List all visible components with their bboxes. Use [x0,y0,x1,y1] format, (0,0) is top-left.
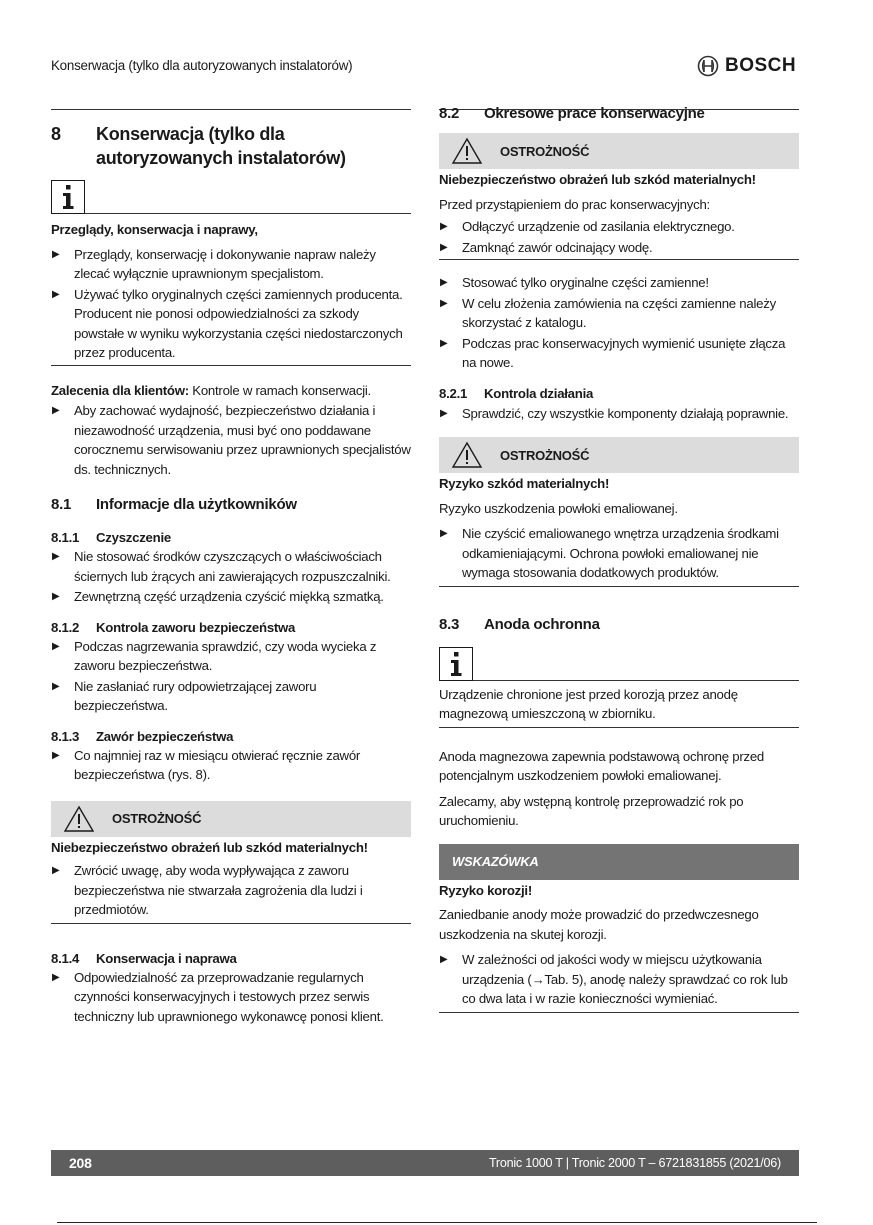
caution-banner [51,801,411,837]
list-item: ▶ Sprawdzić, czy wszystkie komponenty działają poprawnie. [439,404,799,424]
warning-triangle-icon [63,805,95,833]
caution-banner [439,133,799,169]
page-footer [51,1150,799,1176]
list-item: ▶ Stosować tylko oryginalne części zamienne! [439,273,799,293]
brand-logo [697,55,796,77]
list-item: ▶ W zależności od jakości wody w miejscu użytkowania urządzenia (→Tab. 5), anodę należy sprawdzać co rok lub co dwa lata i w razie konieczności wymieniać. [439,950,799,1009]
caution-list [439,217,799,257]
list-item: ▶ Odłączyć urządzenie od zasilania elektrycznego. [439,217,799,237]
info-notice [439,647,799,681]
section-8-2-heading: 8.2 Okresowe prace konserwacyjne [439,105,705,122]
list-item: ▶ Zewnętrzną część urządzenia czyścić miękką szmatką. [51,587,411,607]
left-column [51,109,411,1026]
info-notice [51,180,411,214]
info-text: Urządzenie chronione jest przed korozją przez anodę magnezową umieszczoną w zbiorniku. [439,686,738,721]
caution-list [51,861,411,920]
safety-valve-list [51,746,411,785]
caution-heading: Niebezpieczeństwo obrażeń lub szkód materialnych! [439,172,756,187]
list-item: ▶ W celu złożenia zamówienia na części zamienne należy skorzystać z katalogu. [439,294,799,333]
warning-triangle-icon [451,441,483,469]
running-header: Konserwacja (tylko dla autoryzowanych instalatorów) [51,58,353,73]
warning-triangle-icon [451,137,483,165]
maintenance-list [51,968,411,1027]
notice-heading: Ryzyko korozji! [439,882,532,898]
info-icon [51,180,85,214]
right-column [439,105,799,1013]
list-item: ▶ Używać tylko oryginalnych części zamiennych producenta. Producent nie ponosi odpowiedzialności za szkody powstałe w wyniku wykorzystania części niedostarczonych przez producenta. [51,285,411,363]
caution-intro: Ryzyko uszkodzenia powłoki emaliowanej. [439,500,678,516]
section-title: Konserwacja (tylko dla autoryzowanych instalatorów) [96,124,346,168]
notice-label: WSKAZÓWKA [452,854,539,869]
notice-list [439,950,799,1009]
list-item: ▶ Nie zasłaniać rury odpowietrzającej zaworu bezpieczeństwa. [51,677,411,716]
section-8-2-1-heading: 8.2.1 Kontrola działania [439,385,594,401]
section-8-1-heading: 8.1 Informacje dla użytkowników [51,496,297,513]
recommendation-text: Zalecenia dla klientów: Kontrole w ramach konserwacji. [51,382,371,398]
list-item: ▶ Odpowiedzialność za przeprowadzanie regularnych czynności konserwacyjnych i testowych przez serwis techniczny lub uprawnionego wykonawcę ponosi klient. [51,968,411,1027]
list-item: ▶ Podczas prac konserwacyjnych wymienić usunięte złącza na nowe. [439,334,799,373]
valve-check-list [51,637,411,716]
caution-banner [439,437,799,473]
list-item: ▶ Nie stosować środków czyszczących o właściwościach ściernych lub żrących ani zawierających rozpuszczalniki. [51,547,411,586]
section-8-1-4-heading: 8.1.4 Konserwacja i naprawa [51,950,237,966]
list-item: ▶ Co najmniej raz w miesiącu otwierać ręcznie zawór bezpieczeństwa (rys. 8). [51,746,411,785]
arrow-right-icon: → [531,971,545,987]
caution-label: OSTROŻNOŚĆ [112,811,202,826]
list-item: ▶ Nie czyścić emaliowanego wnętrza urządzenia środkami odkamieniającymi. Ochrona powłoki emaliowanej nie wymaga stosowania dodatkowych produktów. [439,524,799,583]
section-8-heading [51,110,411,170]
list-item: ▶ Zamknąć zawór odcinający wodę. [439,238,799,258]
info-bullet-list [51,245,411,363]
section-8-1-3-heading: 8.1.3 Zawór bezpieczeństwa [51,728,234,744]
caution-heading: Ryzyko szkód materialnych! [439,476,610,491]
recommendation-list [51,401,411,479]
notice-intro: Zaniedbanie anody może prowadzić do przedwczesnego uszkodzenia na skutej korozji. [439,907,759,942]
anode-paragraph: Anoda magnezowa zapewnia podstawową ochronę przed potencjalnym uszkodzeniem powłoki emaliowanej. [439,748,764,783]
table-5-reference[interactable]: Tab. 5), anodę należy sprawdzać co rok lub co dwa lata i w razie konieczności wymieniać. [462,971,788,1006]
caution-intro: Przed przystąpieniem do prac konserwacyjnych: [439,196,710,212]
bosch-armature-icon [697,55,719,77]
notice-banner [439,844,799,880]
spare-parts-list [439,273,799,373]
cleaning-list [51,547,411,607]
bottom-divider [57,1222,817,1223]
caution-list [439,524,799,583]
caution-label: OSTROŻNOŚĆ [500,447,590,463]
inspection-paragraph: Zalecamy, aby wstępną kontrolę przeprowadzić rok po uruchomieniu. [439,793,744,828]
list-item: ▶ Aby zachować wydajność, bezpieczeństwo działania i niezawodność urządzenia, musi być ono poddawane corocznemu serwisowaniu przez uprawnionych specjalistów ds. technicznych. [51,401,411,479]
function-check-list [439,404,799,424]
info-icon [439,647,473,681]
list-item: ▶ Zwrócić uwagę, aby woda wypływająca z zaworu bezpieczeństwa nie stwarzała zagrożenia dla ludzi i przedmiotów. [51,861,411,920]
section-number: 8 [51,124,61,144]
brand-name: BOSCH [725,55,797,76]
info-heading: Przeglądy, konserwacja i naprawy, [51,222,258,237]
caution-label: OSTROŻNOŚĆ [500,143,590,159]
section-8-1-2-heading: 8.1.2 Kontrola zaworu bezpieczeństwa [51,619,296,635]
section-8-1-1-heading: 8.1.1 Czyszczenie [51,530,171,545]
list-item: ▶ Przeglądy, konserwację i dokonywanie napraw należy zlecać wyłącznie uprawnionym specjalistom. [51,245,411,284]
caution-heading: Niebezpieczeństwo obrażeń lub szkód materialnych! [51,839,368,855]
section-8-3-heading: 8.3 Anoda ochronna [439,615,600,633]
recommendation-lead: Zalecenia dla klientów: [51,382,189,398]
document-reference: Tronic 1000 T | Tronic 2000 T – 6721831855 (2021/06) [488,1156,781,1170]
list-item: ▶ Podczas nagrzewania sprawdzić, czy woda wycieka z zaworu bezpieczeństwa. [51,637,411,676]
page-number: 208 [69,1155,92,1171]
